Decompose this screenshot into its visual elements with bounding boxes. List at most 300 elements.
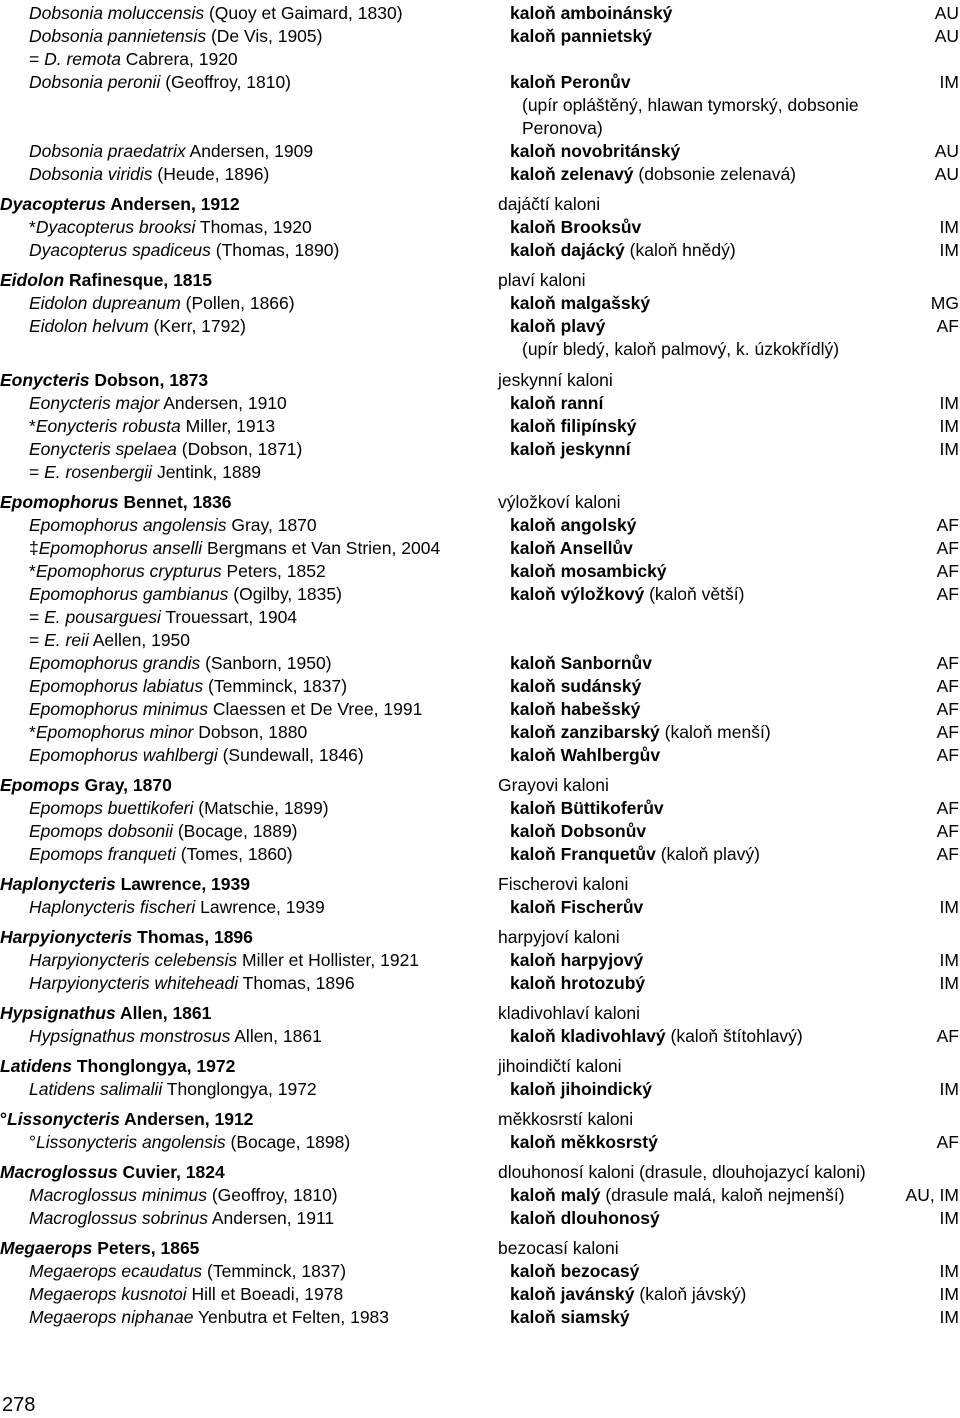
czech-name [498,926,620,949]
taxon-name: Epomops dobsonii [29,821,173,841]
taxon-name: E. reii [44,630,89,650]
synonym-row [0,48,960,71]
region-code: IM [939,217,959,237]
scientific-name [29,949,419,972]
scientific-name [29,1207,334,1230]
region-code: IM [939,950,959,970]
czech-primary: kaloň jeskynní [510,439,631,459]
taxon-name: Epomops [0,775,80,795]
genus-row [0,926,960,949]
czech-primary: kaloň habešský [510,699,641,719]
czech-name [510,972,645,995]
czech-name [510,1078,652,1101]
scientific-name [29,972,355,995]
species-row [0,560,960,583]
genus-row [0,369,960,392]
region-code: AF [936,584,959,604]
czech-name [510,537,633,560]
taxon-name: E. pousarguesi [44,607,161,627]
species-row [0,438,960,461]
czech-primary: bezocasí kaloni [498,1238,619,1258]
taxon-author: (Bocage, 1889) [172,821,298,841]
taxon-author: Thonglongya, 1972 [162,1079,317,1099]
czech-primary: kaloň Büttikoferův [510,798,664,818]
taxon-author: Aellen, 1950 [88,630,191,650]
taxon-name: Megaerops niphanae [29,1307,194,1327]
czech-name [498,269,586,292]
taxon-name: Dyacopterus [0,194,107,214]
taxon-name: Lissonycteris [7,1109,120,1129]
scientific-name [29,315,246,338]
species-row [0,163,960,186]
taxon-name: Epomops buettikoferi [29,798,194,818]
taxon-name: Eidolon [0,270,65,290]
czech-primary: kaloň malgašský [510,293,651,313]
taxon-name: Epomophorus minor [35,722,194,742]
taxon-author: (Pollen, 1866) [180,293,295,313]
taxon-author: Peters, 1865 [92,1238,200,1258]
scientific-name [0,926,253,949]
taxon-name: Eidolon helvum [29,316,149,336]
czech-primary: Grayovi kaloni [498,775,609,795]
czech-name [510,1306,630,1329]
species-row [0,25,960,48]
taxon-author: Yenbutra et Felten, 1983 [193,1307,390,1327]
czech-name [510,392,603,415]
scientific-name [29,560,326,583]
czech-name [510,415,636,438]
czech-name [510,560,667,583]
scientific-name [29,1306,389,1329]
taxon-name: Hypsignathus [0,1003,116,1023]
species-row [0,140,960,163]
name-prefix: = [29,607,45,627]
czech-name [510,843,760,866]
taxon-author: Cuvier, 1824 [117,1162,225,1182]
taxon-author: Cabrera, 1920 [120,49,238,69]
scientific-name [29,216,312,239]
taxon-author: (Geoffroy, 1810) [160,72,292,92]
taxon-name: D. remota [44,49,121,69]
scientific-name [29,652,332,675]
czech-primary: plaví kaloni [498,270,586,290]
region-code: IM [939,1261,959,1281]
note-row [0,94,960,117]
czech-primary: kaloň Peronův [510,72,631,92]
czech-name [510,652,652,675]
taxon-name: Epomophorus wahlbergi [29,745,218,765]
czech-name [498,1237,619,1260]
taxon-name: Harpyionycteris celebensis [29,950,238,970]
czech-name [510,1131,658,1154]
taxon-name: Dobsonia praedatrix [29,141,186,161]
region-code: MG [930,293,959,313]
region-code: AU [934,26,959,46]
czech-primary: kaloň Brooksův [510,217,642,237]
species-row [0,896,960,919]
name-prefix: ° [29,1132,36,1152]
species-row [0,820,960,843]
taxon-name: Eonycteris spelaea [29,439,177,459]
taxon-author: (Tomes, 1860) [175,844,293,864]
czech-name [510,797,664,820]
species-row [0,949,960,972]
taxon-name: Epomophorus minimus [29,699,208,719]
region-code: AF [936,798,959,818]
species-row [0,1184,960,1207]
species-row [0,652,960,675]
scientific-name [29,1260,346,1283]
czech-primary: kladivohlaví kaloni [498,1003,641,1023]
taxon-author: (Matschie, 1899) [193,798,329,818]
taxon-name: Dyacopterus spadiceus [29,240,211,260]
taxon-name: Latidens salimalii [29,1079,163,1099]
scientific-name [29,820,298,843]
taxon-author: (Sanborn, 1950) [200,653,332,673]
taxon-name: Megaerops ecaudatus [29,1261,203,1281]
czech-primary: kaloň Dobsonův [510,821,647,841]
name-prefix: ‡ [29,538,39,558]
czech-name [510,163,796,186]
czech-primary: kaloň výložkový [510,584,645,604]
region-code: AF [936,515,959,535]
czech-name [510,1025,803,1048]
taxon-name: Megaerops [0,1238,93,1258]
taxon-name: Latidens [0,1056,72,1076]
taxon-author: Miller et Hollister, 1921 [237,950,420,970]
taxon-name: E. rosenbergii [44,462,153,482]
species-row [0,721,960,744]
taxon-author: Andersen, 1910 [159,393,287,413]
genus-row [0,774,960,797]
name-prefix: ° [0,1109,7,1129]
alt-names: (upír bledý, kaloň palmový, k. úzkokřídlý) [522,339,840,359]
taxon-author: (Heude, 1896) [152,164,270,184]
czech-name [510,1260,639,1283]
taxon-author: Lawrence, 1939 [115,874,250,894]
czech-primary: kaloň měkkosrstý [510,1132,658,1152]
genus-row [0,193,960,216]
taxon-author: Andersen, 1909 [185,141,314,161]
taxon-name: Hypsignathus monstrosus [29,1026,231,1046]
region-code: AF [936,561,959,581]
scientific-name [29,140,313,163]
region-code: AF [936,844,959,864]
taxon-author: Andersen, 1912 [119,1109,254,1129]
species-row [0,392,960,415]
scientific-name [29,629,190,652]
czech-name [510,514,636,537]
region-code: IM [939,1284,959,1304]
scientific-name [0,873,250,896]
czech-alt: (drasule malá, kaloň nejmenší) [600,1185,845,1205]
taxon-name: Haplonycteris [0,874,116,894]
name-prefix: = [29,462,45,482]
taxon-name: Dobsonia peronii [29,72,161,92]
czech-alt: (kaloň menší) [659,722,771,742]
region-code: AU [934,3,959,23]
czech-name [510,675,641,698]
region-code: IM [939,1079,959,1099]
scientific-name [29,415,275,438]
czech-primary: kaloň bezocasý [510,1261,640,1281]
taxon-name: Eidolon dupreanum [29,293,181,313]
species-row [0,583,960,606]
taxon-author: Dobson, 1880 [193,722,308,742]
genus-row [0,873,960,896]
taxon-name: Haplonycteris fischeri [29,897,196,917]
species-row [0,1025,960,1048]
czech-name [498,1108,633,1131]
taxon-author: Gray, 1870 [79,775,172,795]
czech-primary: kaloň filipínský [510,416,637,436]
taxon-name: Eonycteris major [29,393,160,413]
czech-alt: (kaloň hnědý) [624,240,736,260]
czech-alt: (dobsonie zelenavá) [633,164,797,184]
taxon-author: (Temminck, 1837) [203,676,348,696]
taxon-author: Claessen et De Vree, 1991 [207,699,423,719]
genus-row [0,491,960,514]
region-code: IM [939,1307,959,1327]
species-row [0,1283,960,1306]
czech-primary: jeskynní kaloni [498,370,613,390]
synonym-row [0,606,960,629]
scientific-name [29,1131,350,1154]
name-prefix: = [29,49,45,69]
czech-name [498,491,621,514]
czech-primary: kaloň harpyjový [510,950,644,970]
taxon-author: Andersen, 1911 [207,1208,335,1228]
taxon-author: Allen, 1861 [115,1003,212,1023]
scientific-name [29,583,342,606]
species-row [0,71,960,94]
scientific-name [29,514,317,537]
czech-primary: kaloň amboinánský [510,3,673,23]
alt-names: Peronova) [522,118,603,138]
czech-primary: kaloň javánský [510,1284,635,1304]
czech-primary: kaloň siamský [510,1307,630,1327]
taxon-name: Dyacopterus brooksi [35,217,196,237]
scientific-name [29,163,269,186]
czech-primary: kaloň Sanbornův [510,653,652,673]
species-row [0,698,960,721]
czech-primary: jihoindičtí kaloni [498,1056,622,1076]
scientific-name [29,71,291,94]
czech-primary: kaloň Ansellův [510,538,633,558]
species-row [0,537,960,560]
taxon-author: Rafinesque, 1815 [64,270,213,290]
scientific-name [29,698,422,721]
scientific-name [29,1025,322,1048]
czech-name [510,698,640,721]
scientific-name [29,392,287,415]
czech-name [510,315,605,338]
scientific-name [0,1237,199,1260]
scientific-name [29,239,339,262]
species-row [0,1078,960,1101]
genus-row [0,1161,960,1184]
species-row [0,675,960,698]
taxon-name: Eonycteris robusta [35,416,181,436]
czech-primary: kaloň hrotozubý [510,973,646,993]
czech-name [510,140,680,163]
czech-primary: kaloň zanzibarský [510,722,660,742]
region-code: IM [939,72,959,92]
taxon-name: Epomops franqueti [29,844,176,864]
czech-primary: kaloň jihoindický [510,1079,652,1099]
scientific-name [0,269,212,292]
czech-primary: kaloň pannietský [510,26,652,46]
taxon-name: Epomophorus [0,492,119,512]
czech-name [510,239,736,262]
czech-name [510,721,771,744]
taxon-author: (Kerr, 1792) [148,316,246,336]
taxon-name: Harpyionycteris [0,927,133,947]
taxon-author: Jentink, 1889 [152,462,262,482]
czech-name [510,1283,746,1306]
region-code: IM [939,897,959,917]
taxon-name: Megaerops kusnotoi [29,1284,187,1304]
scientific-name [29,537,440,560]
czech-primary: kaloň dlouhonosý [510,1208,660,1228]
species-row [0,2,960,25]
scientific-name [29,606,297,629]
taxon-name: Epomophorus labiatus [29,676,204,696]
taxon-author: Dobson, 1873 [89,370,209,390]
name-prefix: * [29,561,36,581]
czech-name [498,774,609,797]
taxon-name: Macroglossus sobrinus [29,1208,208,1228]
czech-primary: kaloň kladivohlavý [510,1026,666,1046]
region-code: AF [936,653,959,673]
scientific-name [0,193,240,216]
name-prefix: * [29,217,36,237]
taxon-author: (De Vis, 1905) [206,26,323,46]
czech-primary: kaloň malý [510,1185,601,1205]
scientific-name [29,461,261,484]
taxon-author: (Ogilby, 1835) [228,584,342,604]
note-row [0,338,960,361]
taxon-author: (Thomas, 1890) [210,240,340,260]
czech-primary: kaloň zelenavý [510,164,634,184]
name-prefix: = [29,630,45,650]
czech-name [510,71,631,94]
czech-primary: kaloň dajácký [510,240,625,260]
czech-name [510,292,650,315]
czech-alt: (kaloň štítohlavý) [665,1026,803,1046]
czech-name [498,873,628,896]
taxon-name: Harpyionycteris whiteheadi [29,973,239,993]
czech-name [498,1002,640,1025]
taxon-name: Macroglossus [0,1162,118,1182]
genus-row [0,1002,960,1025]
region-code: AF [936,676,959,696]
species-row [0,415,960,438]
region-code: AF [936,722,959,742]
czech-name [510,744,660,767]
name-prefix: * [29,722,36,742]
czech-name [498,369,613,392]
czech-primary: dajáčtí kaloni [498,194,601,214]
taxon-author: Bennet, 1836 [118,492,232,512]
taxon-name: Epomophorus grandis [29,653,201,673]
scientific-name [29,744,364,767]
species-row [0,1207,960,1230]
scientific-name [0,369,208,392]
taxon-name: Lissonycteris angolensis [36,1132,226,1152]
czech-primary: kaloň ranní [510,393,604,413]
czech-name [510,1184,845,1207]
czech-name [510,438,631,461]
species-row [0,1306,960,1329]
taxon-author: Hill et Boeadi, 1978 [186,1284,344,1304]
scientific-name [29,797,329,820]
region-code: IM [939,416,959,436]
czech-name [510,949,643,972]
czech-primary: kaloň novobritánský [510,141,681,161]
czech-alt: (kaloň jávský) [634,1284,747,1304]
region-code: AF [936,699,959,719]
czech-primary: kaloň Wahlbergův [510,745,661,765]
note-row [0,117,960,140]
czech-primary: kaloň Fischerův [510,897,644,917]
czech-primary: kaloň Franquetův [510,844,656,864]
genus-row [0,1108,960,1131]
species-row [0,239,960,262]
taxon-name: Epomophorus anselli [38,538,203,558]
taxon-author: (Dobson, 1871) [176,439,303,459]
czech-name [510,2,672,25]
scientific-name [29,675,347,698]
czech-name [510,216,641,239]
czech-primary: Fischerovi kaloni [498,874,629,894]
name-prefix: * [29,416,36,436]
region-code: AU [934,141,959,161]
species-row [0,315,960,338]
czech-name [498,1161,866,1184]
species-row [0,797,960,820]
scientific-name [0,1161,225,1184]
taxon-name: Dobsonia pannietensis [29,26,207,46]
taxon-name: Epomophorus crypturus [35,561,222,581]
czech-alt: (kaloň plavý) [655,844,760,864]
taxon-author: Thomas, 1896 [238,973,355,993]
species-row [0,292,960,315]
page-number: 278 [2,1394,36,1416]
czech-name [510,820,646,843]
genus-row [0,1237,960,1260]
taxon-name: Macroglossus minimus [29,1185,207,1205]
czech-name [510,896,643,919]
species-row [0,843,960,866]
region-code: AF [936,821,959,841]
taxon-name: Dobsonia viridis [29,164,153,184]
taxon-author: Allen, 1861 [230,1026,322,1046]
czech-primary: výložkoví kaloni [498,492,621,512]
scientific-name [29,48,238,71]
czech-primary: dlouhonosí kaloni (drasule, dlouhojazycí kaloni) [498,1162,866,1182]
taxon-author: (Bocage, 1898) [225,1132,351,1152]
region-code: AU [934,164,959,184]
taxon-author: Bergmans et Van Strien, 2004 [202,538,441,558]
taxon-author: (Temminck, 1837) [202,1261,347,1281]
czech-primary: kaloň plavý [510,316,606,336]
region-code: AF [936,538,959,558]
taxon-author: Lawrence, 1939 [195,897,325,917]
scientific-name [29,25,322,48]
taxon-author: (Geoffroy, 1810) [206,1185,338,1205]
taxon-author: Thomas, 1896 [132,927,253,947]
